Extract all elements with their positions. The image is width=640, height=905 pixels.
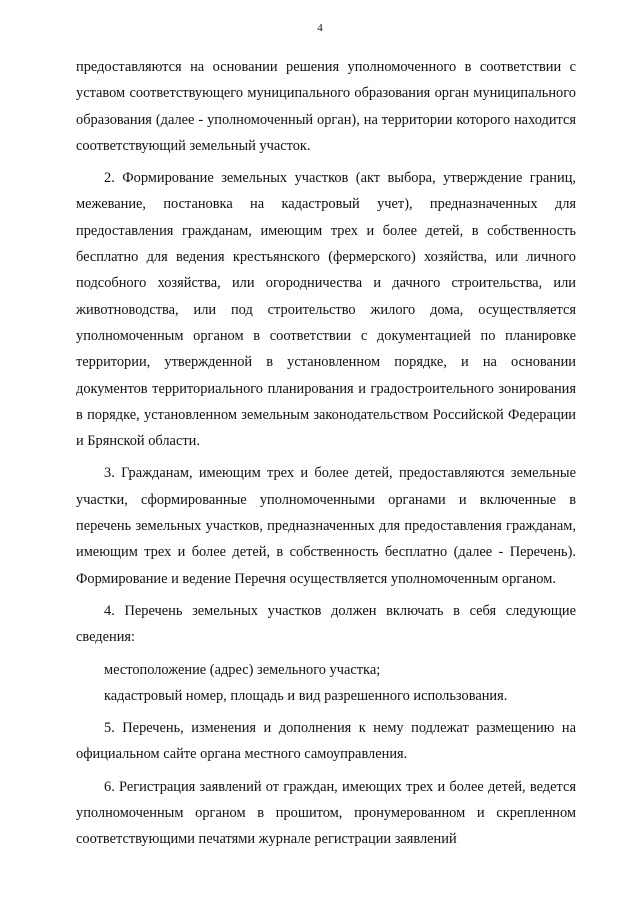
- paragraph-4: 4. Перечень земельных участков должен включать в себя следующие сведения:: [76, 602, 576, 646]
- list-item-location: местоположение (адрес) земельного участка;: [104, 661, 381, 678]
- paragraph-6: 6. Регистрация заявлений от граждан, имеющих трех и более детей, ведется уполномоченным органом в прошитом, пронумерованном и скрепленном соответствующими печатями журнале регистрации заявлений: [76, 778, 576, 848]
- page-number: 4: [317, 22, 323, 34]
- paragraph-2: 2. Формирование земельных участков (акт выбора, утверждение границ, межевание, постановка на кадастровый учет), предназначенных для предоставления гражданам, имеющим трех и более детей, в собственность бесплатно для ведения крестьянского (фермерского) хозяйства, или личного подсобного хозяйства, или огородничества и дачного строительства, или животноводства, или под строительство жилого дома, осуществляется уполномоченным органом в соответствии с документацией по планировке территории, утвержденной в установленном порядке, и на основании документов территориального планирования и градостроительного зонирования в порядке, установленном земельным законодательством Российской Федерации и Брянской области.: [76, 170, 576, 450]
- paragraph-5: 5. Перечень, изменения и дополнения к нему подлежат размещению на официальном сайте органа местного самоуправления.: [76, 720, 576, 763]
- document-body: [76, 54, 576, 859]
- list-item-cadastral: кадастровый номер, площадь и вид разрешенного использования.: [104, 687, 508, 704]
- paragraph-3: 3. Гражданам, имеющим трех и более детей, предоставляются земельные участки, сформированные уполномоченными органами и включенные в перечень земельных участков, предназначенных для предоставления гражданам, имеющим трех и более детей, в собственность бесплатно (далее - Перечень). Формирование и ведение Перечня осуществляется уполномоченным органом.: [76, 465, 576, 587]
- paragraph-continuation: предоставляются на основании решения уполномоченного в соответствии с уставом соответствующего муниципального образования орган муниципального образования (далее - уполномоченный орган), на территории которого находится соответствующий земельный участок.: [76, 59, 576, 154]
